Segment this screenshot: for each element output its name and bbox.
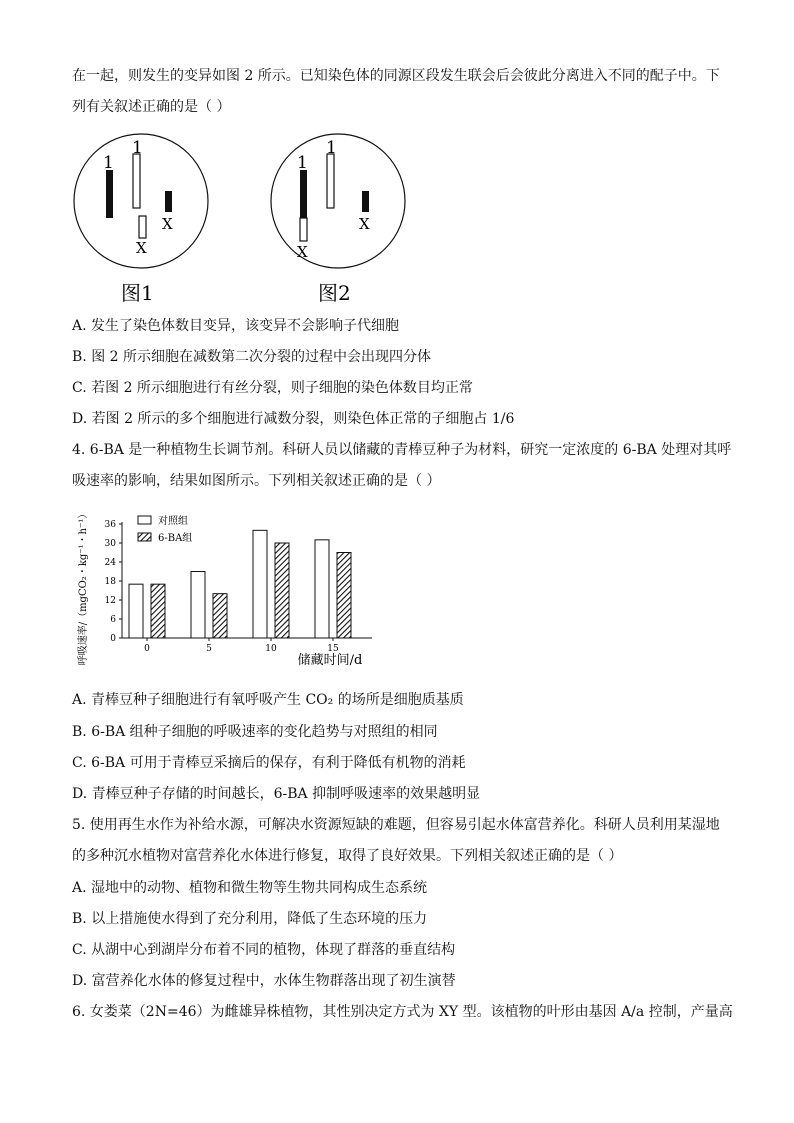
x-axis-label: 储藏时间/d [297, 653, 363, 668]
label-x-white: X [136, 239, 147, 257]
y-tick-label: 18 [104, 577, 116, 587]
chromosome-1-white [327, 154, 334, 208]
bar-treatment-10 [275, 543, 289, 638]
q4-stem-line-2: 吸速率的影响，结果如图所示。下列相关叙述正确的是（ ） [72, 473, 441, 489]
y-tick-label: 12 [104, 596, 116, 606]
chromosome-x-black [362, 191, 369, 212]
q4-stem-line-1: 4. 6-BA 是一种植物生长调节剂。科研人员以储藏的青棒豆种子为材料，研究一定浓度的 6-BA 处理对其呼 [72, 442, 732, 458]
chromosome-x-white [139, 216, 146, 238]
y-tick-label: 36 [104, 520, 116, 530]
label-1-left: 1 [297, 153, 308, 173]
q5-stem-line-2: 的多种沉水植物对富营养化水体进行修复，取得了良好效果。下列相关叙述正确的是（ ） [72, 848, 623, 864]
y-tick-label: 24 [104, 558, 116, 568]
y-axis-label: 呼吸速率/（mgCO₂・kg⁻¹・h⁻¹） [78, 508, 89, 666]
label-1-left: 1 [103, 153, 114, 173]
q3-option-c: C. 若图 2 所示细胞进行有丝分裂，则子细胞的染色体数目均正常 [72, 380, 473, 396]
intro-line-2: 列有关叙述正确的是（ ） [72, 99, 231, 115]
bar-control-5 [191, 572, 205, 639]
y-tick-label: 0 [110, 634, 116, 644]
chromosome-1-left [106, 170, 113, 218]
q3-option-d: D. 若图 2 所示的多个细胞进行减数分裂，则染色体正常的子细胞占 1/6 [72, 411, 515, 427]
q5-option-b: B. 以上措施使水得到了充分利用，降低了生态环境的压力 [72, 911, 428, 927]
intro-line-1: 在一起，则发生的变异如图 2 所示。已知染色体的同源区段发生联会后会彼此分离进入不同的配子中。下 [72, 68, 720, 84]
x-tick-label: 10 [265, 644, 277, 654]
legend-swatch [138, 533, 151, 541]
figure-1 [72, 133, 212, 308]
q4-option-a: A. 青棒豆种子细胞进行有氧呼吸产生 CO₂ 的场所是细胞质基质 [72, 692, 464, 708]
cell-circle [271, 134, 405, 268]
respiration-rate-chart [72, 507, 382, 677]
y-tick-label: 30 [104, 539, 116, 549]
bar-control-15 [315, 540, 329, 638]
q6-stem-line-1: 6. 女娄菜（2N=46）为雌雄异株植物，其性别决定方式为 XY 型。该植物的叶形由基因 A/a 控制，产量高 [72, 1004, 733, 1020]
bar-treatment-5 [213, 594, 227, 638]
chromosome-x-black [165, 191, 172, 212]
q5-option-a: A. 湿地中的动物、植物和微生物等生物共同构成生态系统 [72, 880, 428, 896]
label-1-right: 1 [326, 138, 337, 158]
y-tick-label: 6 [110, 615, 116, 625]
legend-label: 6-BA组 [158, 533, 193, 544]
bar-treatment-15 [337, 553, 351, 639]
chromosome-1-right [133, 154, 140, 208]
figure-2 [269, 133, 409, 308]
q4-option-d: D. 青棒豆种子存储的时间越长，6-BA 抑制呼吸速率的效果越明显 [72, 786, 481, 802]
chromosome-x-fused [300, 218, 307, 241]
q4-option-b: B. 6-BA 组种子细胞的呼吸速率的变化趋势与对照组的相同 [72, 724, 438, 740]
q5-option-c: C. 从湖中心到湖岸分布着不同的植物，体现了群落的垂直结构 [72, 942, 456, 958]
label-x-black: X [359, 215, 370, 233]
figure-1-caption: 图1 [121, 281, 154, 305]
label-x-black: X [162, 215, 173, 233]
legend-swatch [138, 516, 151, 524]
figure-2-caption: 图2 [318, 281, 351, 305]
label-x-left: X [297, 243, 308, 261]
label-1-right: 1 [132, 138, 143, 158]
bar-control-10 [253, 530, 267, 638]
chromosome-1-black [300, 170, 307, 218]
q5-option-d: D. 富营养化水体的修复过程中，水体生物群落出现了初生演替 [72, 973, 456, 989]
x-tick-label: 0 [144, 644, 150, 654]
bar-treatment-0 [151, 584, 165, 638]
bar-control-0 [129, 584, 143, 638]
q3-option-a: A. 发生了染色体数目变异，该变异不会影响子代细胞 [72, 318, 400, 334]
q3-option-b: B. 图 2 所示细胞在减数第二次分裂的过程中会出现四分体 [72, 349, 431, 365]
q5-stem-line-1: 5. 使用再生水作为补给水源，可解决水资源短缺的难题，但容易引起水体富营养化。科研人员利用某湿地 [72, 817, 720, 833]
q4-option-c: C. 6-BA 可用于青棒豆采摘后的保存，有利于降低有机物的消耗 [72, 755, 466, 771]
x-tick-label: 5 [206, 644, 212, 654]
x-tick-label: 15 [327, 644, 339, 654]
legend-label: 对照组 [158, 516, 188, 527]
